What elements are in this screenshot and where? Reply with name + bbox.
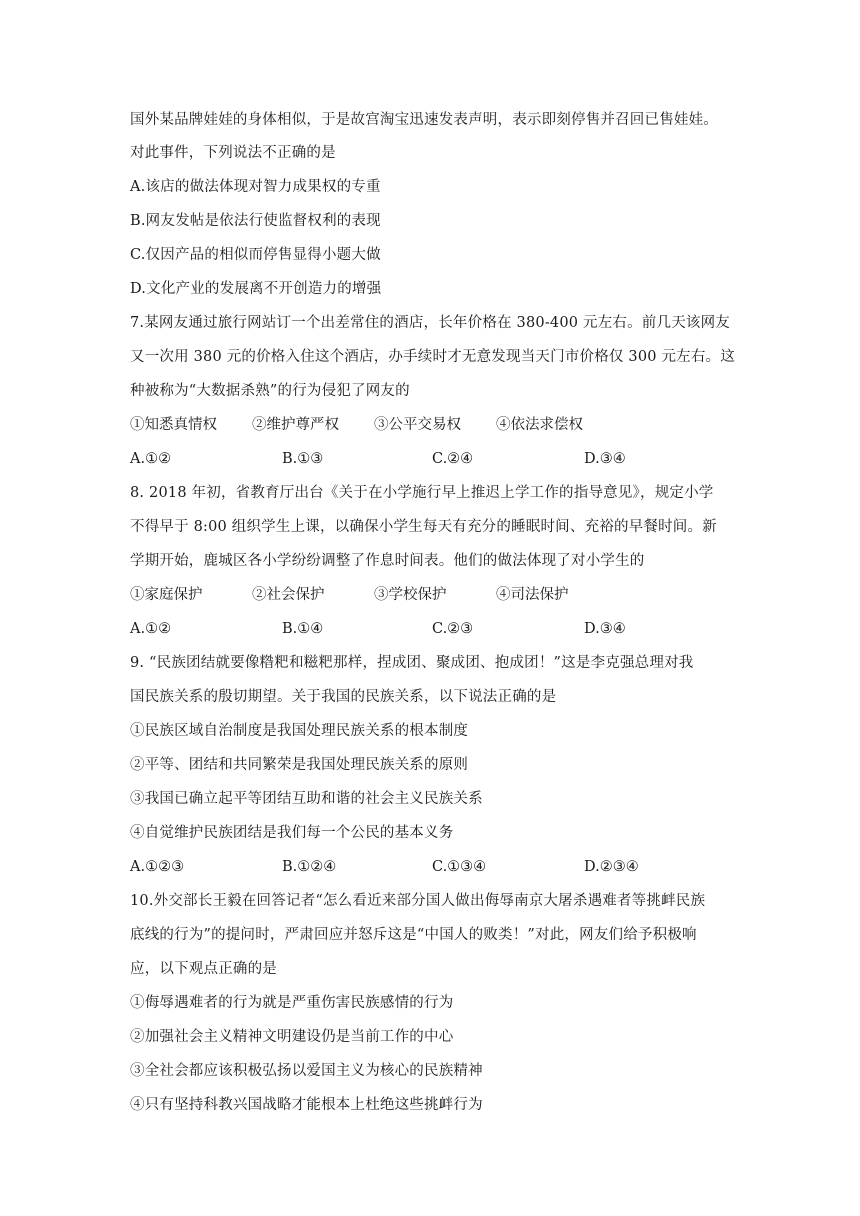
q9-item-3: ③我国已确立起平等团结互助和谐的社会主义民族关系 <box>130 791 483 807</box>
q6-stem-line-2: 对此事件，下列说法不正确的是 <box>130 145 336 161</box>
q10-item-4: ④只有坚持科教兴国战略才能根本上杜绝这些挑衅行为 <box>130 1097 483 1113</box>
q7-choice-b: B.①③ <box>282 451 324 467</box>
q9-choice-b: B.①②④ <box>282 859 337 875</box>
q7-stem-line-2: 又一次用 380 元的价格入住这个酒店，办手续时才无意发现当天门市价格仅 300 元左右。这 <box>130 349 735 365</box>
q9-item-2: ②平等、团结和共同繁荣是我国处理民族关系的原则 <box>130 757 469 773</box>
q6-option-d: D.文化产业的发展离不开创造力的增强 <box>130 281 382 297</box>
q6-option-a: A.该店的做法体现对智力成果权的专重 <box>130 179 381 195</box>
q8-choice-d: D.③④ <box>584 621 626 637</box>
q9-stem-line-1: 9. “民族团结就要像糌粑和糍粑那样，捏成团、聚成团、抱成团！”这是李克强总理对我 <box>130 655 694 671</box>
q7-item-4: ④依法求偿权 <box>496 417 583 433</box>
q7-stem-line-3: 种被称为“大数据杀熟”的行为侵犯了网友的 <box>130 383 410 399</box>
q8-item-3: ③学校保护 <box>374 587 447 603</box>
q10-item-3: ③全社会都应该积极弘扬以爱国主义为核心的民族精神 <box>130 1063 483 1079</box>
q7-choice-a: A.①② <box>130 451 172 467</box>
q9-stem-line-2: 国民族关系的殷切期望。关于我国的民族关系，以下说法正确的是 <box>130 689 557 705</box>
q8-item-4: ④司法保护 <box>496 587 569 603</box>
q10-item-2: ②加强社会主义精神文明建设仍是当前工作的中心 <box>130 1029 454 1045</box>
q8-choice-a: A.①② <box>130 621 172 637</box>
q7-stem-line-1: 7.某网友通过旅行网站订一个出差常住的酒店，长年价格在 380-400 元左右。前几天该网友 <box>130 315 731 331</box>
q6-option-b: B.网友发帖是依法行使监督权利的表现 <box>130 213 381 229</box>
q7-choice-c: C.②④ <box>432 451 474 467</box>
q9-item-4: ④自觉维护民族团结是我们每一个公民的基本义务 <box>130 825 454 841</box>
q8-stem-line-1: 8. 2018 年初，省教育厅出台《关于在小学施行早上推迟上学工作的指导意见》，规定小学 <box>130 485 714 501</box>
q8-stem-line-3: 学期开始，鹿城区各小学纷纷调整了作息时间表。他们的做法体现了对小学生的 <box>130 553 645 569</box>
q9-choice-d: D.②③④ <box>584 859 639 875</box>
q10-stem-line-2: 底线的行为”的提问时，严肃回应并怒斥这是“中国人的败类！”对此，网友们给予积极响 <box>130 927 697 943</box>
q8-item-1: ①家庭保护 <box>130 587 203 603</box>
q7-item-1: ①知悉真情权 <box>130 417 217 433</box>
q7-item-3: ③公平交易权 <box>374 417 461 433</box>
q10-stem-line-1: 10.外交部长王毅在回答记者“怎么看近来部分国人做出侮辱南京大屠杀遇难者等挑衅民族 <box>130 893 706 909</box>
q9-choice-c: C.①③④ <box>432 859 487 875</box>
q8-item-2: ②社会保护 <box>252 587 325 603</box>
q8-choice-b: B.①④ <box>282 621 324 637</box>
q10-item-1: ①侮辱遇难者的行为就是严重伤害民族感情的行为 <box>130 995 454 1011</box>
q6-option-c: C.仅因产品的相似而停售显得小题大做 <box>130 247 381 263</box>
q9-item-1: ①民族区域自治制度是我国处理民族关系的根本制度 <box>130 723 469 739</box>
q9-choice-a: A.①②③ <box>130 859 185 875</box>
q8-choice-c: C.②③ <box>432 621 474 637</box>
q6-stem-line-1: 国外某品牌娃娃的身体相似，于是故宫淘宝迅速发表声明，表示即刻停售并召回已售娃娃。 <box>130 112 718 128</box>
q10-stem-line-3: 应，以下观点正确的是 <box>130 961 277 977</box>
q8-stem-line-2: 不得早于 8:00 组织学生上课，以确保小学生每天有充分的睡眠时间、充裕的早餐时间。新 <box>130 519 717 535</box>
q7-item-2: ②维护尊严权 <box>252 417 339 433</box>
q7-choice-d: D.③④ <box>584 451 626 467</box>
